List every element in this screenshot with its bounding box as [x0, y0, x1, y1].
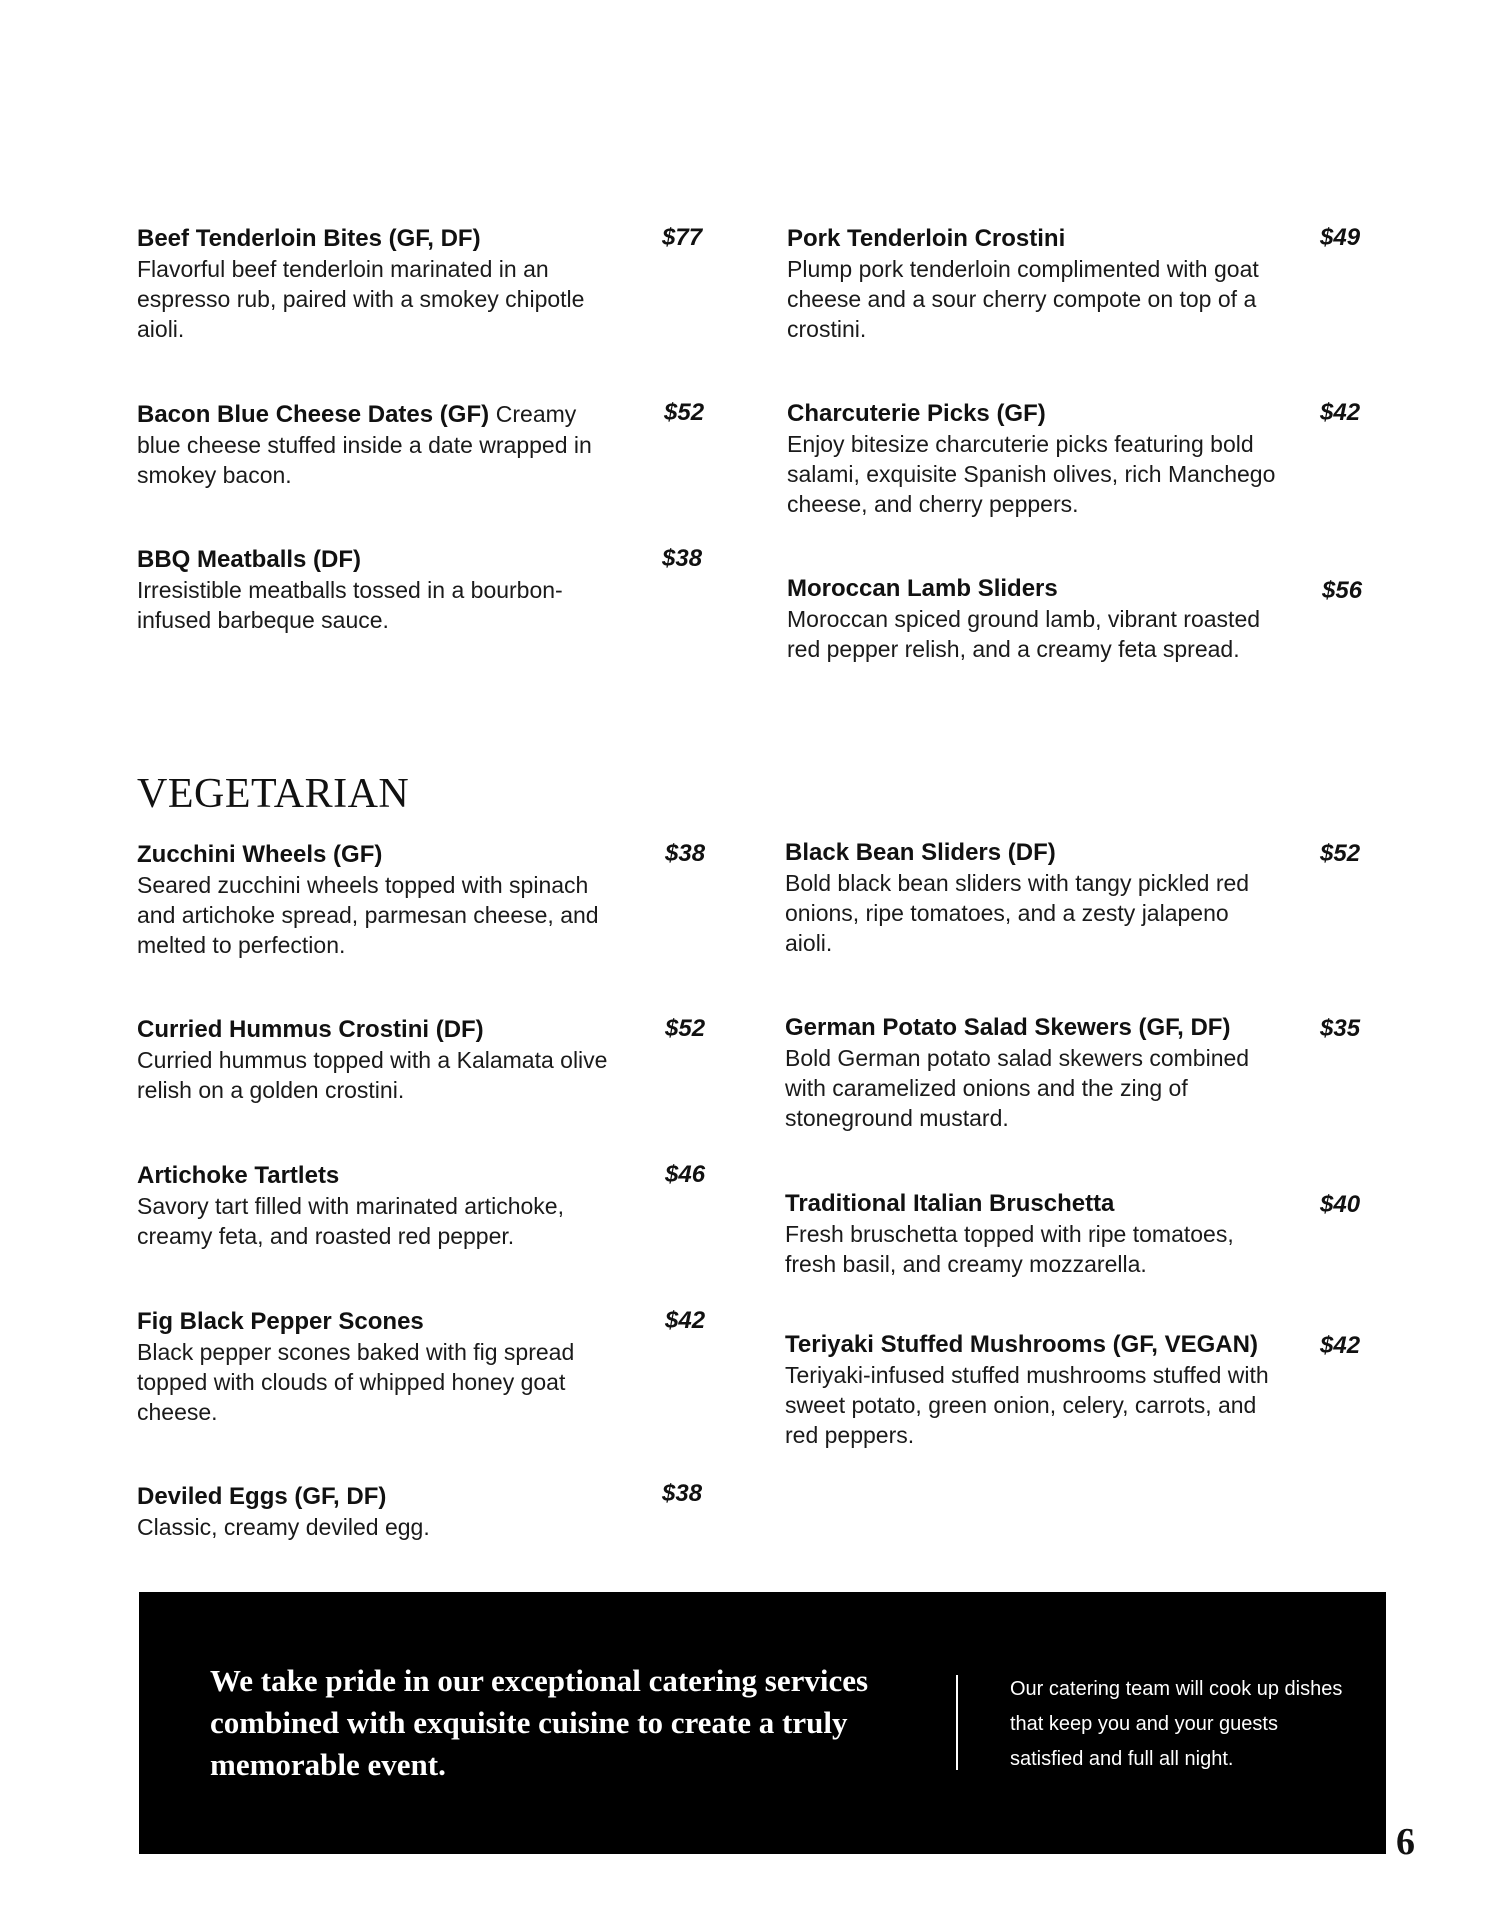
- item-name: Charcuterie Picks (GF): [787, 400, 1046, 427]
- item-price: $42: [1320, 399, 1361, 426]
- item-name: Beef Tenderloin Bites (GF, DF): [137, 225, 481, 252]
- item-description: Flavorful beef tenderloin marinated in an espresso rub, paired with a smokey chipotle aioli.: [137, 256, 585, 342]
- menu-item-teriyaki-stuffed-mushrooms: [785, 1330, 1295, 1450]
- item-price: $46: [665, 1161, 706, 1188]
- menu-item-zucchini-wheels: [137, 840, 622, 960]
- menu-item-bacon-blue-cheese-dates: [137, 399, 612, 490]
- item-description: Bold black bean sliders with tangy pickled red onions, ripe tomatoes, and a zesty jalapeno aioli.: [785, 870, 1250, 956]
- item-description: Classic, creamy deviled egg.: [137, 1514, 430, 1540]
- item-price: $38: [662, 545, 703, 572]
- item-name: German Potato Salad Skewers (GF, DF): [785, 1014, 1231, 1041]
- item-price: $52: [665, 1015, 706, 1042]
- item-price: $52: [664, 399, 705, 426]
- menu-item-traditional-italian-bruschetta: [785, 1189, 1285, 1279]
- item-price: $49: [1320, 224, 1361, 251]
- item-name: Curried Hummus Crostini (DF): [137, 1016, 484, 1043]
- item-name: Deviled Eggs (GF, DF): [137, 1483, 387, 1510]
- menu-item-charcuterie-picks: [787, 399, 1287, 519]
- item-description: Curried hummus topped with a Kalamata olive relish on a golden crostini.: [137, 1047, 608, 1103]
- menu-item-artichoke-tartlets: [137, 1161, 622, 1251]
- item-description: Irresistible meatballs tossed in a bourbon-infused barbeque sauce.: [137, 577, 563, 633]
- item-price: $38: [665, 840, 706, 867]
- item-price: $52: [1320, 840, 1361, 867]
- item-price: $42: [665, 1307, 706, 1334]
- menu-item-moroccan-lamb-sliders: [787, 574, 1267, 664]
- item-description: Seared zucchini wheels topped with spinach and artichoke spread, parmesan cheese, and melted to perfection.: [137, 872, 599, 958]
- item-description: Teriyaki-infused stuffed mushrooms stuffed with sweet potato, green onion, celery, carrots, and red peppers.: [785, 1362, 1269, 1448]
- menu-item-pork-tenderloin-crostini: [787, 224, 1287, 344]
- item-description: Savory tart filled with marinated artichoke, creamy feta, and roasted red pepper.: [137, 1193, 564, 1249]
- section-title-vegetarian: VEGETARIAN: [137, 771, 410, 817]
- item-description: Bold German potato salad skewers combined with caramelized onions and the zing of stoneground mustard.: [785, 1045, 1250, 1131]
- item-description: Moroccan spiced ground lamb, vibrant roasted red pepper relish, and a creamy feta spread.: [787, 606, 1261, 662]
- item-price: $38: [662, 1480, 703, 1507]
- banner-divider: [956, 1675, 958, 1770]
- item-price: $40: [1320, 1191, 1361, 1218]
- item-name: Fig Black Pepper Scones: [137, 1308, 424, 1335]
- item-name: Bacon Blue Cheese Dates (GF): [137, 401, 496, 428]
- item-price: $77: [662, 224, 703, 251]
- item-name: Traditional Italian Bruschetta: [785, 1190, 1115, 1217]
- item-description: Creamy blue cheese stuffed inside a date wrapped in smokey bacon.: [137, 401, 592, 488]
- item-description: Plump pork tenderloin complimented with goat cheese and a sour cherry compote on top of a crostini.: [787, 256, 1259, 342]
- menu-item-german-potato-salad-skewers: [785, 1013, 1285, 1133]
- menu-item-curried-hummus-crostini: [137, 1015, 622, 1105]
- item-description: Fresh bruschetta topped with ripe tomatoes, fresh basil, and creamy mozzarella.: [785, 1221, 1234, 1277]
- item-name: Moroccan Lamb Sliders: [787, 575, 1058, 602]
- menu-item-fig-black-pepper-scones: [137, 1307, 592, 1427]
- item-price: $56: [1322, 577, 1363, 604]
- page-number: 6: [1396, 1821, 1415, 1863]
- item-name: Zucchini Wheels (GF): [137, 841, 383, 868]
- item-description: Enjoy bitesize charcuterie picks featuring bold salami, exquisite Spanish olives, rich Manchego cheese, and cherry peppers.: [787, 431, 1276, 517]
- menu-item-beef-tenderloin-bites: [137, 224, 607, 344]
- menu-item-black-bean-sliders: [785, 838, 1255, 958]
- menu-item-deviled-eggs: [137, 1482, 622, 1542]
- item-name: Teriyaki Stuffed Mushrooms (GF, VEGAN): [785, 1331, 1258, 1358]
- menu-item-bbq-meatballs: [137, 545, 577, 635]
- item-price: $35: [1320, 1015, 1361, 1042]
- item-price: $42: [1320, 1332, 1361, 1359]
- banner-side-text: Our catering team will cook up dishes that keep you and your guests satisfied and full all night.: [1010, 1678, 1343, 1770]
- banner-quote: We take pride in our exceptional catering services combined with exquisite cuisine to create a truly memorable event.: [210, 1663, 869, 1782]
- item-description: Black pepper scones baked with fig spread topped with clouds of whipped honey goat cheese.: [137, 1339, 575, 1425]
- item-name: Black Bean Sliders (DF): [785, 839, 1056, 866]
- promo-banner: [139, 1592, 1386, 1854]
- item-name: BBQ Meatballs (DF): [137, 546, 362, 573]
- item-name: Pork Tenderloin Crostini: [787, 225, 1066, 252]
- item-name: Artichoke Tartlets: [137, 1162, 340, 1189]
